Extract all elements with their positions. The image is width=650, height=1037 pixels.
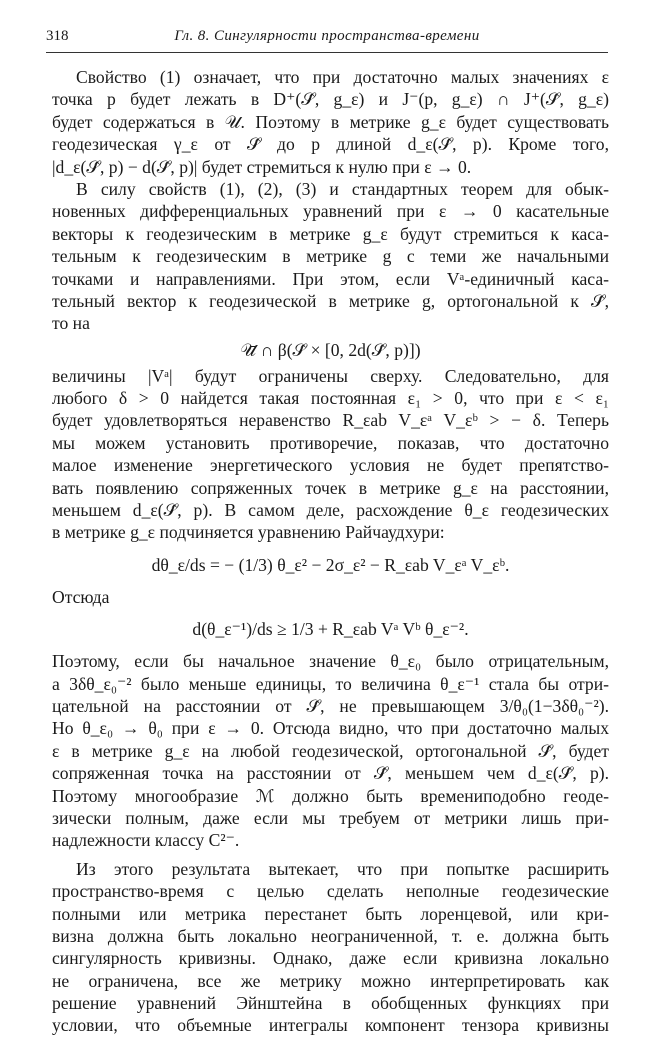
text-line: В силу свойств (1), (2), (3) и стандартных теорем для обык-	[76, 178, 609, 199]
page-number: 318	[46, 28, 69, 44]
display-formula: dθ_ε/ds = − (1/3) θ_ε² − 2σ_ε² − R_εab V_εᵃ V_εᵇ.	[151, 554, 510, 575]
text-line: точками и направлениями. При этом, если Vᵃ-единичный каса-	[52, 268, 609, 289]
text-line: ε в метрике g_ε на любой геодезической, ортогональной 𝒮̂, будет	[52, 740, 609, 761]
text-line: Но θ_ε₀ → θ₀ при ε → 0. Отсюда видно, что при достаточно малых	[52, 718, 609, 739]
display-formula: d(θ_ε⁻¹)/ds ≥ 1/3 + R_εab Vᵃ Vᵇ θ_ε⁻².	[192, 619, 469, 640]
text-line: то на	[52, 313, 90, 334]
text-line: тельным к геодезическим в метрике g с теми же начальными	[52, 246, 609, 267]
text-line: новенных дифференциальных уравнений при ε → 0 касательные	[52, 201, 609, 222]
text-line: пространство-время с целью сделать неполные геодезические	[52, 881, 609, 902]
text-line: цательной на расстоянии от 𝒮̂, не превышающем 3/θ₀(1−3δθ₀⁻²).	[52, 695, 609, 716]
header-rule	[46, 52, 608, 53]
running-title: Гл. 8. Сингулярности пространства-времени	[174, 28, 480, 44]
paragraph	[52, 178, 609, 335]
text-line: Свойство (1) означает, что при достаточно малых значениях ε	[76, 67, 609, 87]
text-line: вать появлению сопряженных точек в метрике g_ε на расстоянии,	[52, 477, 609, 498]
paragraph	[52, 858, 609, 1037]
text-line: |d_ε(𝒮̂, p) − d(𝒮̂, p)| будет стремиться к нулю при ε → 0.	[52, 156, 472, 177]
paragraph	[52, 66, 609, 178]
text-line: малое изменение энергетического условия не будет препятство-	[52, 455, 609, 476]
text-line: векторы к геодезическим в метрике g_ε будут стремиться к каса-	[52, 223, 609, 244]
text-line: полными или метрика перестанет быть лоренцевой, или кри-	[52, 903, 609, 924]
text-line: сопряженная точка на расстоянии от 𝒮̂, меньшем чем d_ε(𝒮̂, p).	[52, 763, 609, 784]
text-line: меньшем d_ε(𝒮̂, p). В самом деле, расхождение θ_ε геодезических	[52, 500, 609, 521]
paragraph	[52, 365, 609, 544]
text-line: будет содержаться в 𝒰. Поэтому в метрике g_ε будет существовать	[52, 111, 609, 132]
text-line: в метрике g_ε подчиняется уравнению Райчаудхури:	[52, 522, 445, 543]
text-line: Поэтому многообразие ℳ должно быть времениподобно геоде-	[52, 785, 609, 806]
text-line: Отсюда	[52, 586, 110, 607]
display-formula: 𝒰̄ ∩ β(𝒮̂ × [0, 2d(𝒮̂, p)])	[240, 339, 421, 360]
page-header	[46, 28, 608, 50]
text-line: мы можем установить противоречие, показав, что достаточно	[52, 432, 609, 453]
text-line: визна должна быть локально неограниченной, т. е. должна быть	[52, 925, 609, 946]
text-line: не ограничена, все же метрику можно интерпретировать как	[52, 970, 609, 991]
text-line: Из этого результата вытекает, что при попытке расширить	[76, 858, 609, 879]
paragraph	[52, 650, 609, 852]
text-line: любого δ > 0 найдется такая постоянная ε₁ > 0, что при ε < ε₁	[52, 388, 609, 409]
text-line: зически полным, даже если мы требуем от метрики лишь при-	[52, 807, 609, 828]
text-line: величины |Vᵃ| будут ограничены сверху. Следовательно, для	[52, 365, 609, 386]
text-line: решение уравнений Эйнштейна в обобщенных функциях при	[52, 993, 609, 1014]
paragraph	[52, 586, 609, 608]
text-line: а 3δθ_ε₀⁻² было меньше единицы, то величина θ_ε⁻¹ стала бы отри-	[52, 673, 609, 694]
text-line: Поэтому, если бы начальное значение θ_ε₀ было отрицательным,	[52, 651, 609, 672]
text-line: условии, что объемные интегралы компонент тензора кривизны	[52, 1015, 609, 1036]
text-line: надлежности классу C²⁻.	[52, 830, 240, 851]
text-line: тельный вектор к геодезической в метрике g, ортогональной к 𝒮̂,	[52, 290, 609, 311]
text-line: геодезическая γ_ε от 𝒮̂ до p длиной d_ε(𝒮̂, p). Кроме того,	[52, 134, 609, 155]
text-line: сингулярность кривизны. Однако, даже если кривизна локально	[52, 948, 609, 969]
text-line: будет удовлетворяться неравенство R_εab V_εᵃ V_εᵇ > − δ. Теперь	[52, 410, 609, 431]
text-line: точка p будет лежать в D⁺(𝒮̂, g_ε) и J⁻(p, g_ε) ∩ J⁺(𝒮̂, g_ε)	[52, 89, 609, 110]
page-body	[52, 66, 609, 1037]
